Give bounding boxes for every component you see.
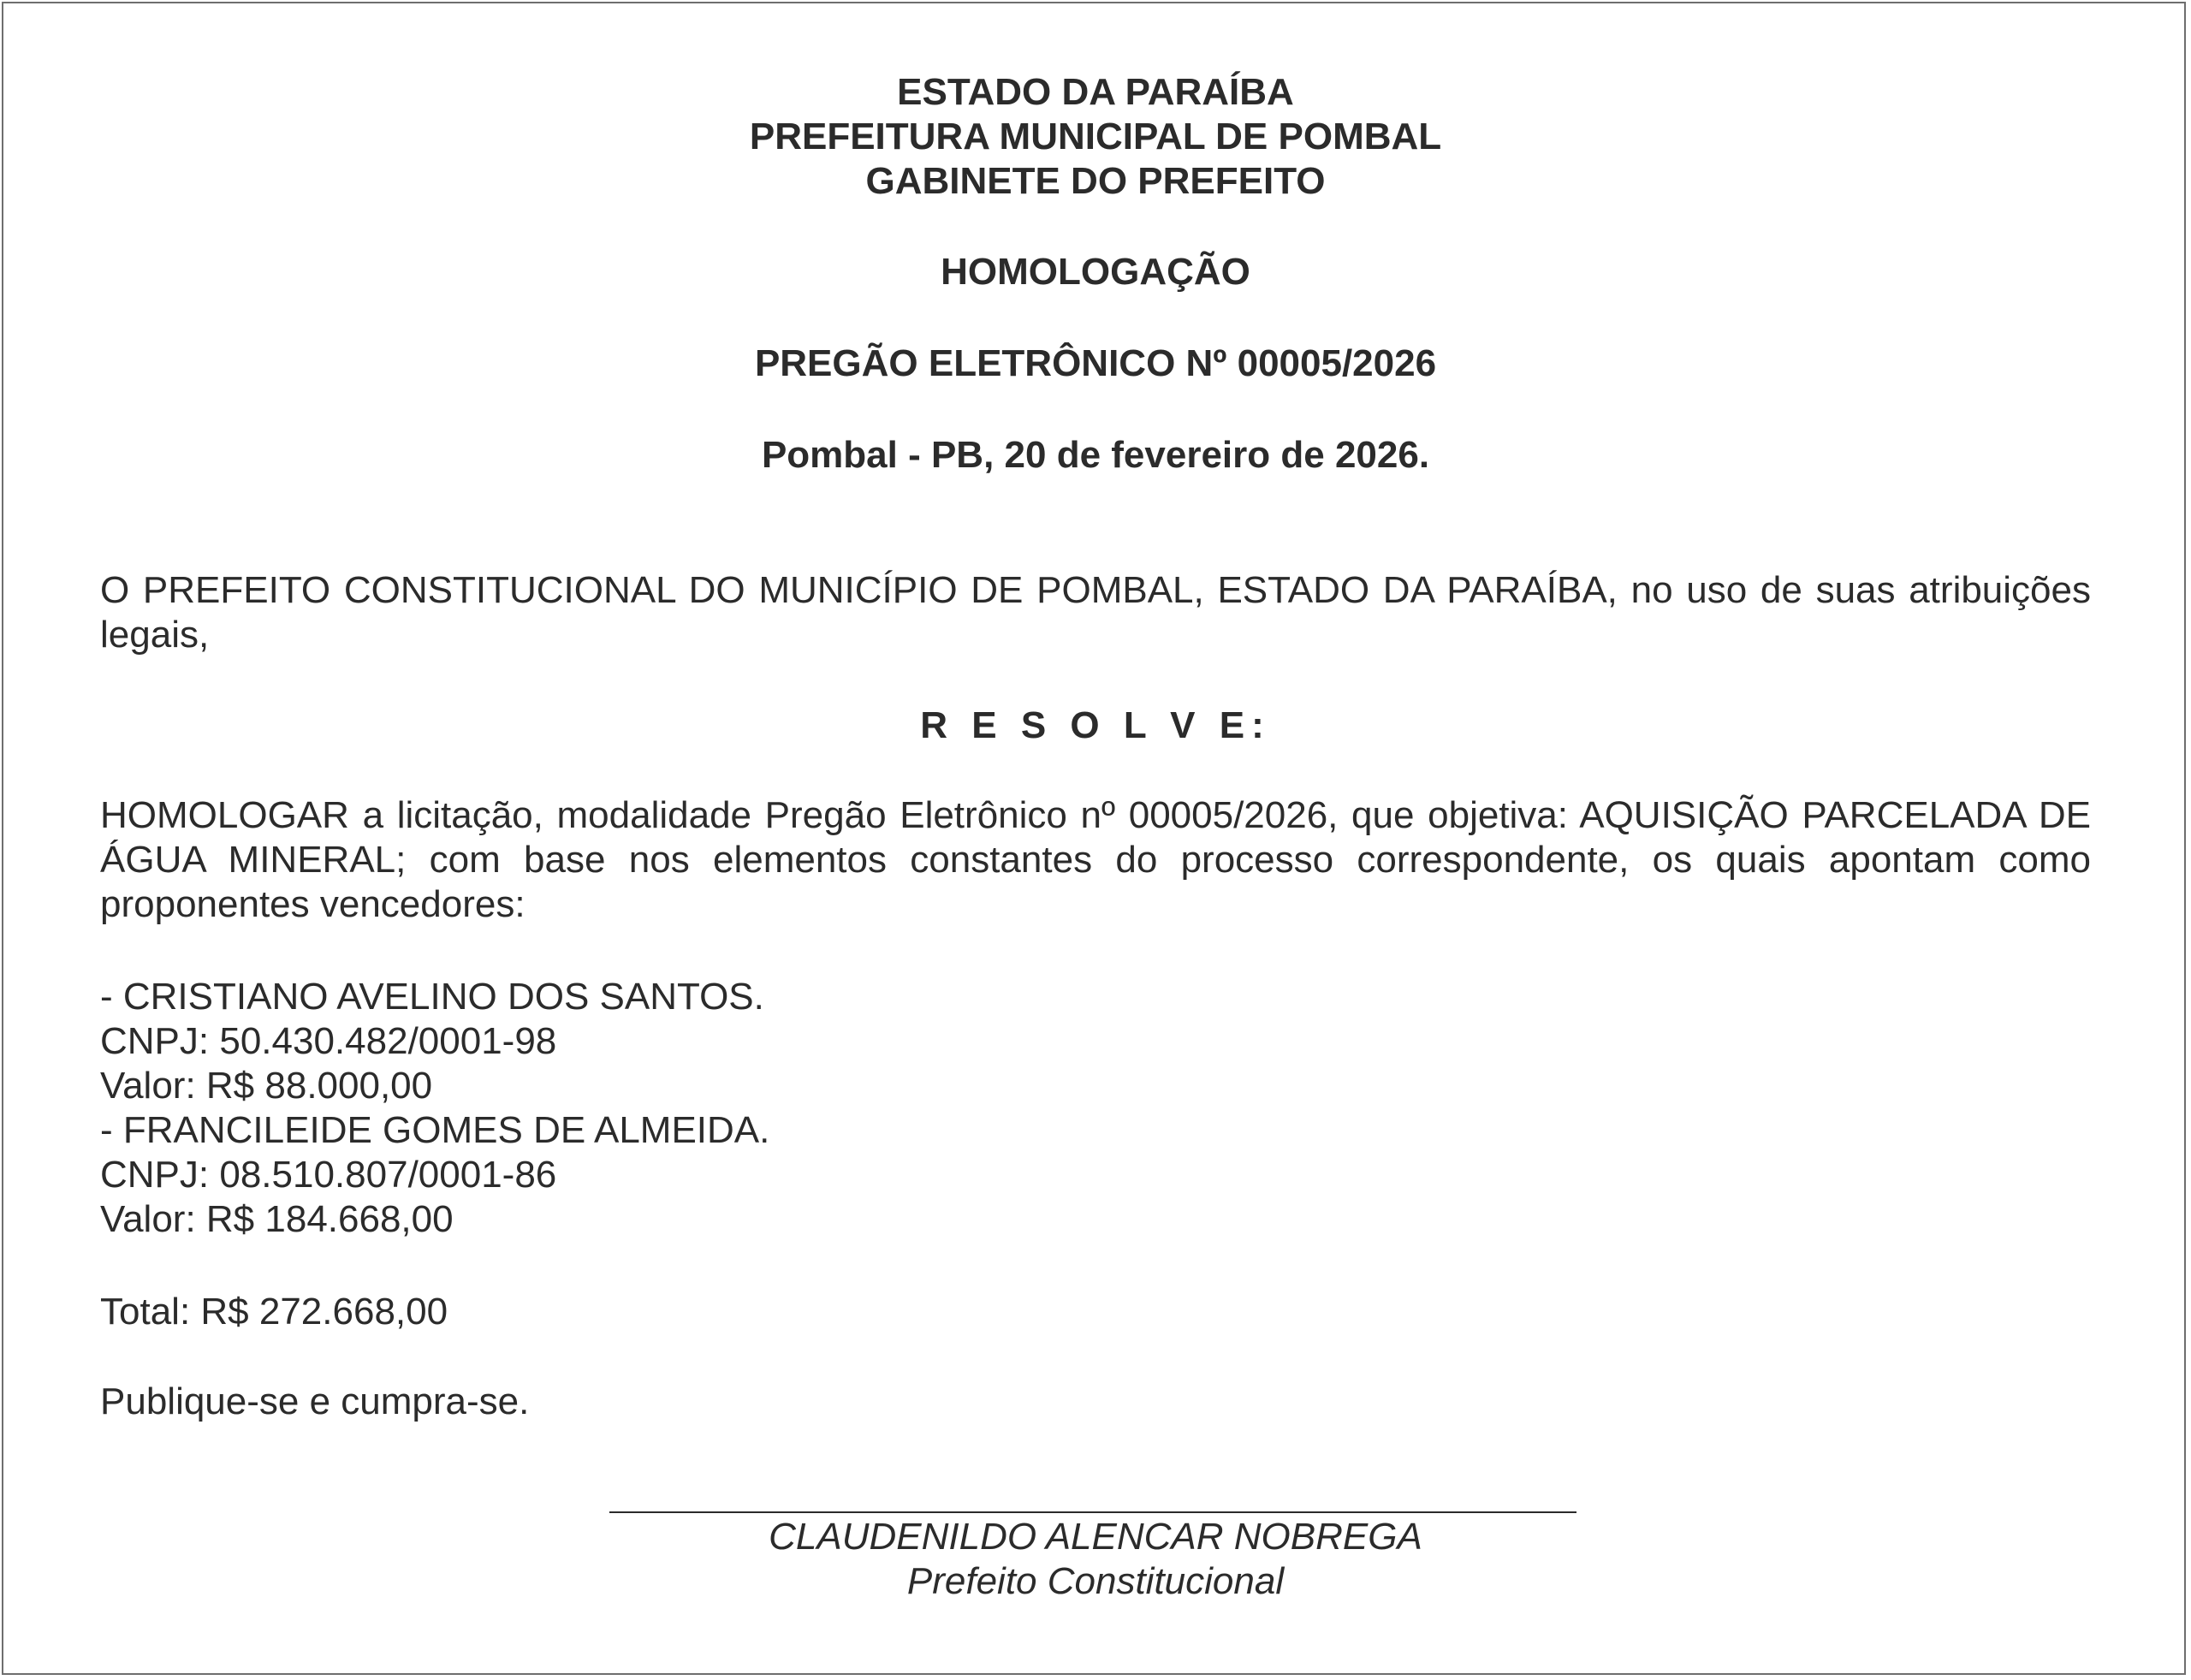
- place-date: Pombal - PB, 20 de fevereiro de 2026.: [761, 434, 1430, 476]
- winner-cnpj: CNPJ: 08.510.807/0001-86: [100, 1154, 557, 1196]
- homologation-document: [100, 0, 2091, 1680]
- signatory-role: Prefeito Constitucional: [906, 1560, 1285, 1602]
- document-header: [100, 70, 2091, 204]
- header-state: ESTADO DA PARAÍBA: [897, 71, 1294, 113]
- winner-name: - FRANCILEIDE GOMES DE ALMEIDA.: [100, 1109, 770, 1151]
- winner-value: Valor: R$ 184.668,00: [100, 1198, 454, 1240]
- closing-statement: Publique-se e cumpra-se.: [100, 1380, 530, 1422]
- resolve-heading: R E S O L V E:: [920, 704, 1271, 746]
- signature-line: [609, 1511, 1576, 1513]
- signatory-name: CLAUDENILDO ALENCAR NOBREGA: [769, 1516, 1422, 1558]
- total-value: Total: R$ 272.668,00: [100, 1291, 448, 1333]
- document-reference: PREGÃO ELETRÔNICO Nº 00005/2026: [754, 342, 1437, 384]
- homologar-paragraph: HOMOLOGAR a licitação, modalidade Pregão Eletrônico nº 00005/2026, que objetiva: AQUISIÇÃO PARCELADA DE ÁGUA MINERAL; com base nos elementos constantes do processo correspondente, os quais apontam como proponentes vencedores:: [100, 794, 2091, 925]
- winner-cnpj: CNPJ: 50.430.482/0001-98: [100, 1020, 557, 1062]
- intro-paragraph: O PREFEITO CONSTITUCIONAL DO MUNICÍPIO DE POMBAL, ESTADO DA PARAÍBA, no uso de suas atribuições legais,: [100, 569, 2091, 656]
- winners-list: [100, 975, 2091, 1242]
- winner-value: Valor: R$ 88.000,00: [100, 1065, 433, 1107]
- header-municipality: PREFEITURA MUNICIPAL DE POMBAL: [749, 116, 1442, 157]
- header-office: GABINETE DO PREFEITO: [865, 160, 1326, 202]
- winner-name: - CRISTIANO AVELINO DOS SANTOS.: [100, 976, 764, 1018]
- document-type-title: HOMOLOGAÇÃO: [941, 251, 1250, 293]
